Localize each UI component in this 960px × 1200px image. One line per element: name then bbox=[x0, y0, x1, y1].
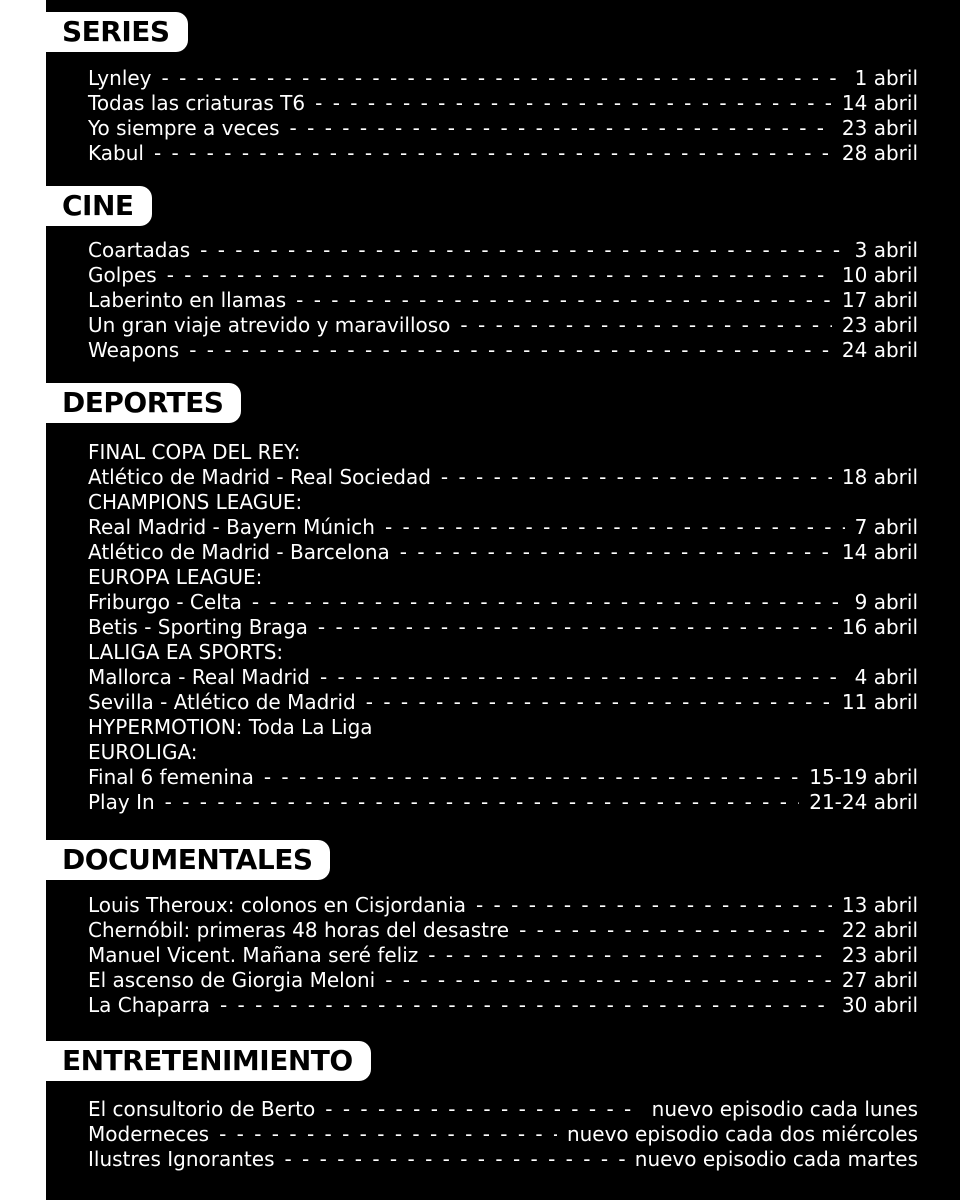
list-item bbox=[88, 590, 918, 615]
item-title: El consultorio de Berto bbox=[88, 1097, 316, 1121]
item-date: 16 abril bbox=[841, 615, 918, 639]
list bbox=[88, 893, 918, 1018]
dotted-leader bbox=[325, 1097, 641, 1122]
list-item bbox=[88, 116, 918, 141]
item-title: Manuel Vicent. Mañana seré feliz bbox=[88, 943, 419, 967]
section-label: CINE bbox=[46, 186, 152, 226]
list-subheader bbox=[88, 565, 918, 590]
dotted-leader bbox=[220, 993, 832, 1018]
item-title: CHAMPIONS LEAGUE: bbox=[88, 490, 303, 514]
list-item bbox=[88, 1097, 918, 1122]
item-title: Laberinto en llamas bbox=[88, 288, 287, 312]
item-title: Betis - Sporting Braga bbox=[88, 615, 308, 639]
item-title: FINAL COPA DEL REY: bbox=[88, 440, 301, 464]
list-item bbox=[88, 238, 918, 263]
list bbox=[88, 1097, 918, 1172]
dotted-leader bbox=[476, 893, 832, 918]
item-title: Louis Theroux: colonos en Cisjordania bbox=[88, 893, 466, 917]
dotted-leader bbox=[366, 690, 832, 715]
item-title: Play In bbox=[88, 790, 155, 814]
item-title: Mallorca - Real Madrid bbox=[88, 665, 310, 689]
item-title: Yo siempre a veces bbox=[88, 116, 280, 140]
dotted-leader bbox=[318, 615, 832, 640]
item-date: 9 abril bbox=[854, 590, 918, 614]
item-date: 23 abril bbox=[841, 116, 918, 140]
item-date: 21-24 abril bbox=[809, 790, 918, 814]
item-title: Real Madrid - Bayern Múnich bbox=[88, 515, 375, 539]
item-title: LALIGA EA SPORTS: bbox=[88, 640, 284, 664]
item-date: nuevo episodio cada martes bbox=[634, 1147, 918, 1171]
dotted-leader bbox=[284, 1147, 624, 1172]
list-subheader bbox=[88, 740, 918, 765]
list-item bbox=[88, 1122, 918, 1147]
dotted-leader bbox=[428, 943, 832, 968]
item-date: 15-19 abril bbox=[809, 765, 918, 789]
item-date: 1 abril bbox=[854, 66, 918, 90]
dotted-leader bbox=[252, 590, 845, 615]
list-item bbox=[88, 790, 918, 815]
list-item bbox=[88, 943, 918, 968]
item-title: Sevilla - Atlético de Madrid bbox=[88, 690, 356, 714]
item-date: 14 abril bbox=[841, 91, 918, 115]
dotted-leader bbox=[400, 540, 832, 565]
dotted-leader bbox=[264, 765, 799, 790]
list-item bbox=[88, 66, 918, 91]
list-item bbox=[88, 1147, 918, 1172]
dotted-leader bbox=[519, 918, 832, 943]
item-title: Lynley bbox=[88, 66, 152, 90]
list-item bbox=[88, 665, 918, 690]
list-subheader bbox=[88, 440, 918, 465]
item-date: 24 abril bbox=[841, 338, 918, 362]
item-title: Todas las criaturas T6 bbox=[88, 91, 306, 115]
item-title: Weapons bbox=[88, 338, 180, 362]
dotted-leader bbox=[200, 238, 844, 263]
item-title: Friburgo - Celta bbox=[88, 590, 242, 614]
list-subheader bbox=[88, 490, 918, 515]
item-date: 4 abril bbox=[854, 665, 918, 689]
item-title: Coartadas bbox=[88, 238, 191, 262]
item-title: Moderneces bbox=[88, 1122, 210, 1146]
list-item bbox=[88, 993, 918, 1018]
dotted-leader bbox=[167, 263, 832, 288]
item-title: EUROLIGA: bbox=[88, 740, 198, 764]
item-date: 23 abril bbox=[841, 943, 918, 967]
item-title: EUROPA LEAGUE: bbox=[88, 565, 263, 589]
item-date: 27 abril bbox=[841, 968, 918, 992]
item-date: 22 abril bbox=[841, 918, 918, 942]
list-item bbox=[88, 91, 918, 116]
dotted-leader bbox=[315, 91, 832, 116]
dotted-leader bbox=[441, 465, 832, 490]
item-date: nuevo episodio cada dos miércoles bbox=[566, 1122, 918, 1146]
dotted-leader bbox=[290, 116, 832, 141]
item-date: 30 abril bbox=[841, 993, 918, 1017]
item-title: La Chaparra bbox=[88, 993, 210, 1017]
dotted-leader bbox=[296, 288, 832, 313]
list-item bbox=[88, 313, 918, 338]
item-title: Golpes bbox=[88, 263, 157, 287]
list bbox=[88, 66, 918, 166]
item-date: 11 abril bbox=[841, 690, 918, 714]
list-item bbox=[88, 615, 918, 640]
list-item bbox=[88, 540, 918, 565]
list-subheader bbox=[88, 715, 918, 740]
list-item bbox=[88, 968, 918, 993]
item-title: Atlético de Madrid - Real Sociedad bbox=[88, 465, 431, 489]
list-item bbox=[88, 288, 918, 313]
item-date: 18 abril bbox=[841, 465, 918, 489]
item-title: Atlético de Madrid - Barcelona bbox=[88, 540, 390, 564]
section-label: SERIES bbox=[46, 12, 188, 52]
item-date: 7 abril bbox=[854, 515, 918, 539]
dotted-leader bbox=[165, 790, 800, 815]
list-item bbox=[88, 893, 918, 918]
item-date: 14 abril bbox=[841, 540, 918, 564]
item-date: 10 abril bbox=[841, 263, 918, 287]
dotted-leader bbox=[154, 141, 832, 166]
list-item bbox=[88, 765, 918, 790]
item-date: 17 abril bbox=[841, 288, 918, 312]
item-date: 13 abril bbox=[841, 893, 918, 917]
item-date: 23 abril bbox=[841, 313, 918, 337]
item-title: HYPERMOTION: Toda La Liga bbox=[88, 715, 373, 739]
item-title: El ascenso de Giorgia Meloni bbox=[88, 968, 376, 992]
list-subheader bbox=[88, 640, 918, 665]
list-item bbox=[88, 141, 918, 166]
item-title: Chernóbil: primeras 48 horas del desastre bbox=[88, 918, 510, 942]
dotted-leader bbox=[219, 1122, 557, 1147]
list-item bbox=[88, 465, 918, 490]
list-item bbox=[88, 263, 918, 288]
list-item bbox=[88, 690, 918, 715]
item-date: nuevo episodio cada lunes bbox=[651, 1097, 918, 1121]
list bbox=[88, 238, 918, 363]
list-item bbox=[88, 515, 918, 540]
dotted-leader bbox=[460, 313, 831, 338]
dotted-leader bbox=[385, 515, 845, 540]
item-date: 28 abril bbox=[841, 141, 918, 165]
item-date: 3 abril bbox=[854, 238, 918, 262]
list-item bbox=[88, 338, 918, 363]
dotted-leader bbox=[189, 338, 832, 363]
dotted-leader bbox=[162, 66, 845, 91]
item-title: Un gran viaje atrevido y maravilloso bbox=[88, 313, 451, 337]
item-title: Ilustres Ignorantes bbox=[88, 1147, 275, 1171]
section-label: ENTRETENIMIENTO bbox=[46, 1041, 371, 1081]
dotted-leader bbox=[385, 968, 832, 993]
dotted-leader bbox=[320, 665, 845, 690]
section-label: DOCUMENTALES bbox=[46, 840, 330, 880]
item-title: Final 6 femenina bbox=[88, 765, 254, 789]
list bbox=[88, 440, 918, 815]
section-label: DEPORTES bbox=[46, 383, 241, 423]
list-item bbox=[88, 918, 918, 943]
item-title: Kabul bbox=[88, 141, 144, 165]
schedule-panel bbox=[46, 0, 960, 1200]
